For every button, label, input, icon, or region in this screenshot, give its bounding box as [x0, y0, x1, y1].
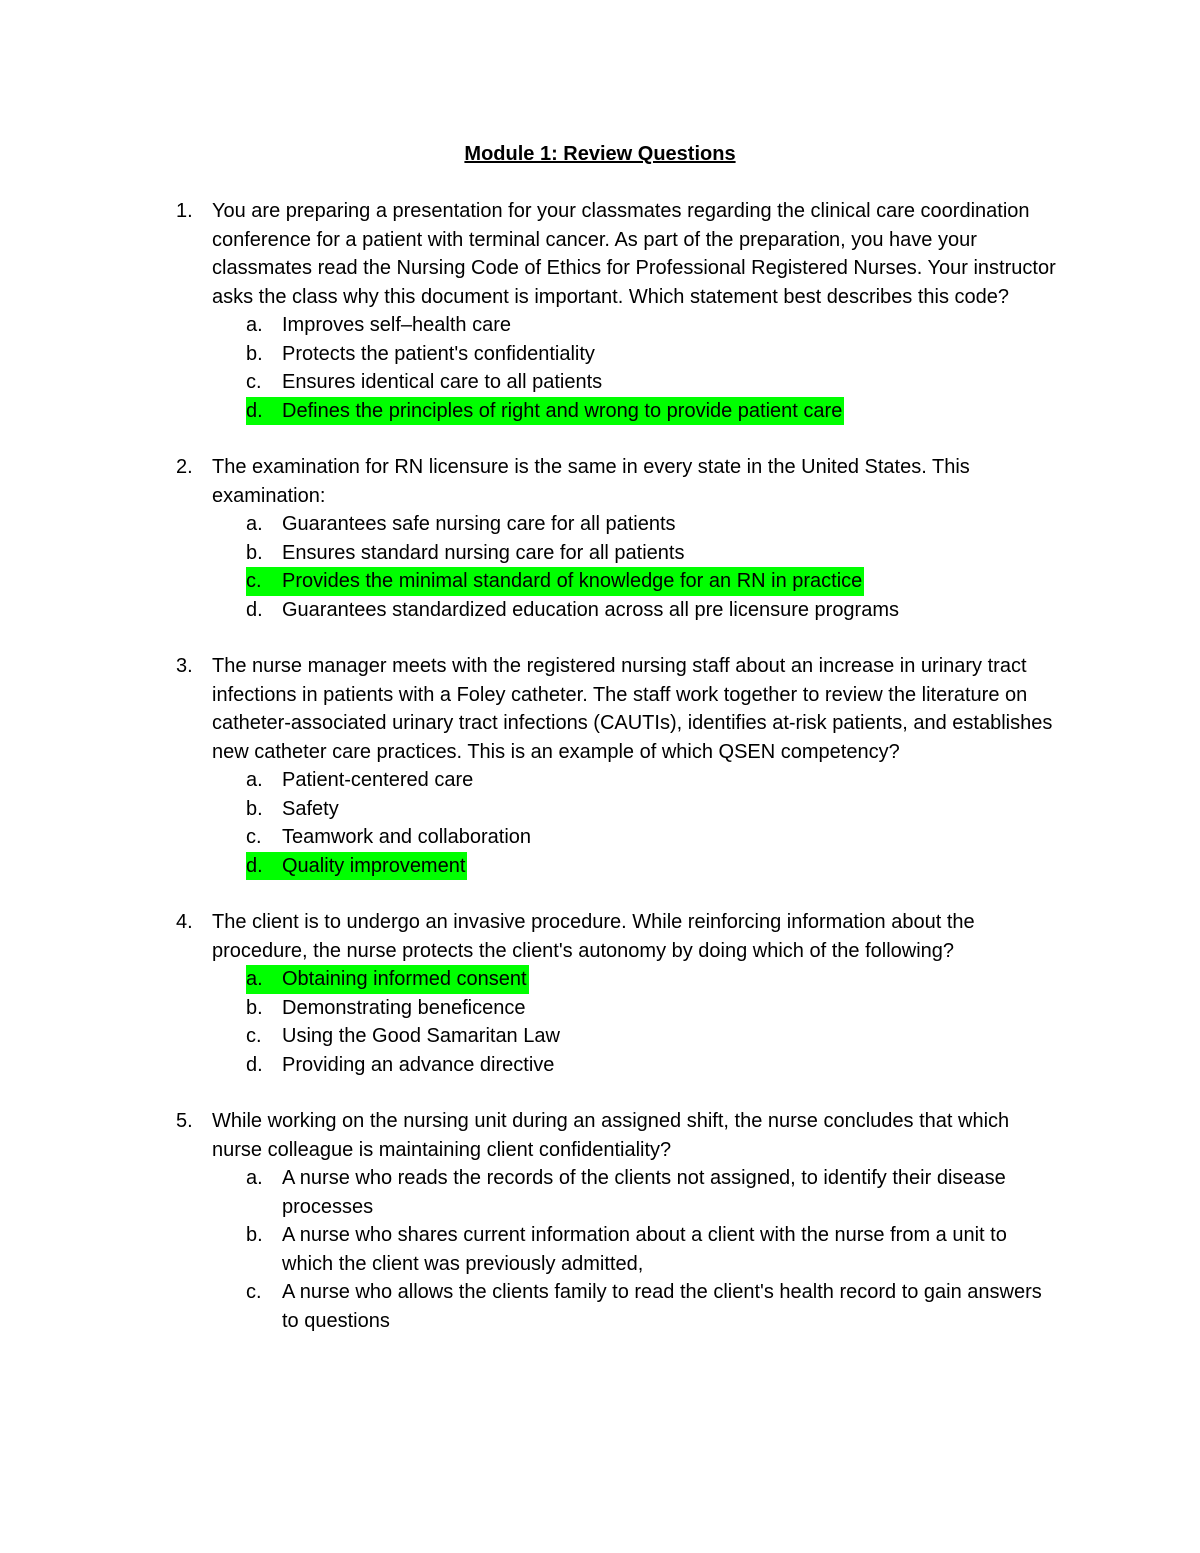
option-letter: c.: [246, 371, 262, 393]
question-2: [0, 453, 1200, 624]
question-list: [0, 197, 1200, 1363]
option-text: Quality improvement: [282, 854, 466, 877]
option-text: A nurse who reads the records of the clients not assigned, to identify their disease processes: [282, 1167, 1006, 1218]
option-b: [246, 340, 1062, 369]
option-letter: d.: [246, 1053, 263, 1076]
option-letter: a.: [246, 1167, 263, 1189]
option-text: Ensures identical care to all patients: [282, 371, 603, 393]
question-number: 5.: [176, 1110, 193, 1132]
question-number: 3.: [176, 655, 193, 677]
option-letter: c.: [246, 1025, 262, 1047]
option-letter: a.: [246, 968, 263, 990]
question-number: 2.: [176, 456, 193, 478]
option-b: [246, 539, 1062, 568]
option-text: Obtaining informed consent: [282, 968, 527, 990]
option-letter: c.: [246, 826, 262, 848]
option-text: Safety: [282, 797, 339, 820]
option-text: Guarantees standardized education across all pre licensure programs: [282, 598, 900, 621]
option-letter: a.: [246, 314, 263, 336]
question-1: [0, 197, 1200, 425]
option-d-highlighted-answer: [246, 852, 467, 881]
option-a: [246, 766, 1062, 795]
question-text: You are preparing a presentation for your classmates regarding the clinical care coordination conference for a patient with terminal cancer. As part of the preparation, you have your classmates read the Nursing Code of Ethics for Professional Registered Nurses. Your instructor asks the class why this document is important. Which statement best describes this code?: [212, 200, 1056, 308]
option-b: [246, 795, 1062, 824]
option-c: [246, 368, 1062, 397]
option-letter: d.: [246, 598, 263, 621]
option-letter: b.: [246, 541, 263, 564]
option-text: A nurse who allows the clients family to read the client's health record to gain answers to questions: [282, 1281, 1042, 1332]
option-letter: a.: [246, 513, 263, 535]
option-text: Improves self–health care: [282, 314, 512, 336]
option-b: [246, 994, 1062, 1023]
question-4: [0, 908, 1200, 1079]
option-text: Guarantees safe nursing care for all patients: [282, 513, 676, 535]
option-a-highlighted-answer: [246, 965, 529, 994]
option-text: Provides the minimal standard of knowledge for an RN in practice: [282, 570, 863, 592]
option-letter: d.: [246, 399, 263, 422]
option-letter: b.: [246, 342, 263, 365]
option-text: Protects the patient's confidentiality: [282, 342, 595, 365]
question-number: 1.: [176, 200, 193, 222]
option-d: [246, 596, 1062, 625]
question-3: [0, 652, 1200, 880]
option-text: Providing an advance directive: [282, 1053, 555, 1076]
question-text: The nurse manager meets with the registered nursing staff about an increase in urinary tract infections in patients with a Foley catheter. The staff work together to review the literature on catheter-associated urinary tract infections (CAUTIs), identifies at-risk patients, and establishes new catheter care practices. This is an example of which QSEN competency?: [212, 655, 1053, 763]
option-text: Defines the principles of right and wrong to provide patient care: [282, 399, 843, 422]
option-letter: b.: [246, 1224, 263, 1246]
option-a: [246, 1164, 1062, 1221]
question-5: [0, 1107, 1200, 1335]
option-d: [246, 1051, 1062, 1080]
option-text: Teamwork and collaboration: [282, 826, 532, 848]
question-number: 4.: [176, 911, 193, 933]
option-c: [246, 1022, 1062, 1051]
question-text: The examination for RN licensure is the same in every state in the United States. This examination:: [212, 456, 970, 507]
option-c: [246, 823, 1062, 852]
option-letter: c.: [246, 1281, 262, 1303]
option-text: Using the Good Samaritan Law: [282, 1025, 560, 1047]
option-b: [246, 1221, 1062, 1278]
option-text: A nurse who shares current information about a client with the nurse from a unit to which the client was previously admitted,: [282, 1224, 1007, 1275]
option-letter: d.: [246, 854, 263, 877]
option-letter: b.: [246, 797, 263, 820]
option-c-highlighted-answer: [246, 567, 864, 596]
option-letter: c.: [246, 570, 262, 592]
question-text: The client is to undergo an invasive procedure. While reinforcing information about the procedure, the nurse protects the client's autonomy by doing which of the following?: [212, 911, 975, 962]
option-c: [246, 1278, 1062, 1335]
option-letter: b.: [246, 996, 263, 1019]
option-text: Ensures standard nursing care for all patients: [282, 541, 685, 564]
option-a: [246, 510, 1062, 539]
option-text: Patient-centered care: [282, 769, 474, 791]
question-text: While working on the nursing unit during an assigned shift, the nurse concludes that which nurse colleague is maintaining client confidentiality?: [212, 1110, 1010, 1161]
option-letter: a.: [246, 769, 263, 791]
option-a: [246, 311, 1062, 340]
option-d-highlighted-answer: [246, 397, 844, 426]
option-text: Demonstrating beneficence: [282, 996, 526, 1019]
page-title: Module 1: Review Questions: [464, 143, 736, 165]
